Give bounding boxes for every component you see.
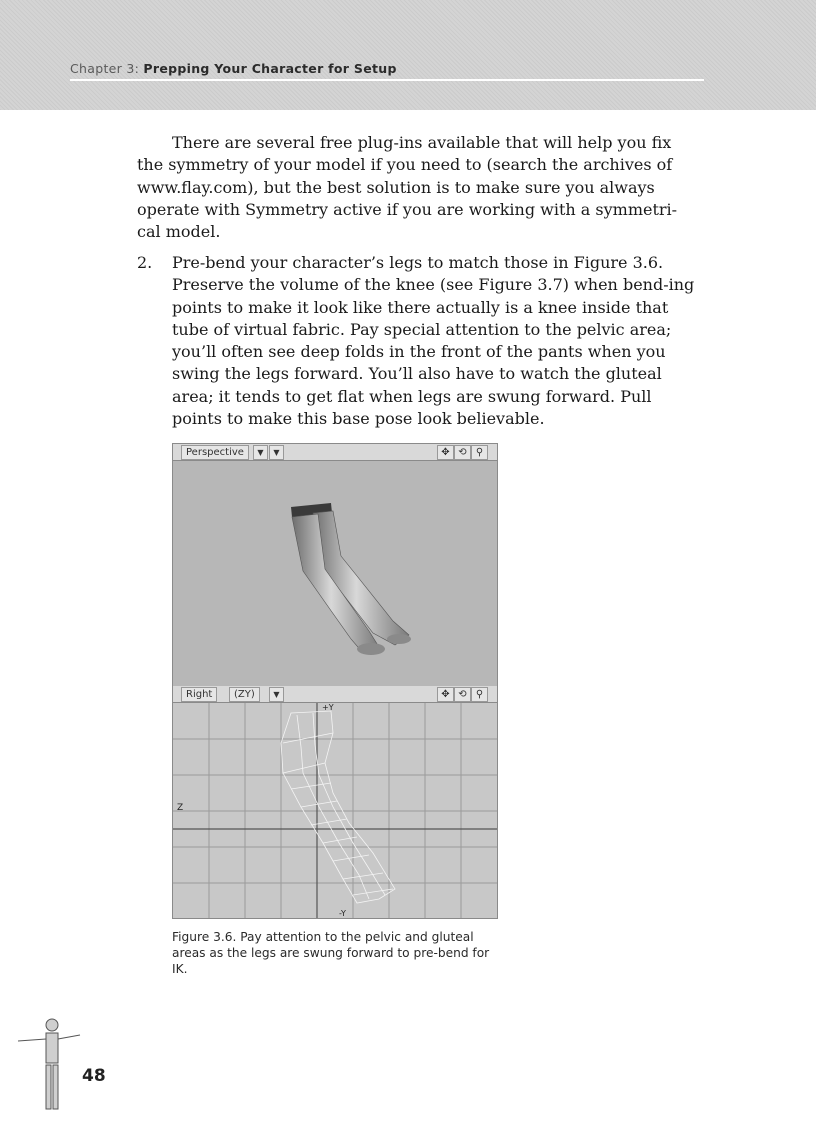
- list-item-number: 2.: [137, 253, 153, 272]
- axis-label-minus-y: -Y: [339, 909, 346, 918]
- header-rule: [70, 79, 704, 81]
- view-type-menu[interactable]: Right: [181, 687, 217, 702]
- chapter-title: Prepping Your Character for Setup: [143, 61, 397, 76]
- skeleton-character-icon: [16, 1015, 82, 1115]
- zoom-icon[interactable]: ⚲: [471, 687, 488, 702]
- page-number: 48: [82, 1066, 106, 1086]
- rotate-icon[interactable]: ⟲: [454, 445, 471, 460]
- pants-model-wireframe: [173, 703, 498, 919]
- axis-label-plus-y: +Y: [322, 703, 334, 712]
- axis-label-z: Z: [177, 803, 184, 813]
- list-item: [137, 252, 697, 430]
- perspective-viewport-toolbar: [173, 444, 497, 461]
- axes-menu[interactable]: (ZY): [229, 687, 260, 702]
- move-icon[interactable]: ✥: [437, 687, 454, 702]
- view-type-dropdown-icon[interactable]: ▼: [253, 445, 268, 460]
- list-item-text: Pre-bend your character’s legs to match those in Figure 3.6. Preserve the volume of the knee (see Figure 3.7) when bend-ing points to make it look like there actually is a knee inside that tube of virtual fabric. Pay special attention to the pelvic area; you’ll often see deep folds in the front of the pants when you swing the legs forward. You’ll also have to watch the gluteal area; it tends to get flat when legs are swung forward. Pull points to make this base pose look believable.: [172, 253, 695, 429]
- right-viewport-toolbar: [173, 686, 497, 703]
- pants-model-shaded: [173, 461, 498, 686]
- move-icon[interactable]: ✥: [437, 445, 454, 460]
- right-viewport[interactable]: [173, 703, 497, 919]
- rotate-icon[interactable]: ⟲: [454, 687, 471, 702]
- render-mode-dropdown-icon[interactable]: ▼: [269, 687, 284, 702]
- chapter-label: Chapter 3:: [70, 61, 140, 76]
- running-head: [70, 61, 397, 76]
- perspective-viewport[interactable]: [173, 461, 497, 686]
- view-type-menu[interactable]: Perspective: [181, 445, 249, 460]
- zoom-icon[interactable]: ⚲: [471, 445, 488, 460]
- figure-3-6-screenshot: [172, 443, 498, 919]
- figure-caption: Figure 3.6. Pay attention to the pelvic and gluteal areas as the legs are swung forward to pre-bend for IK.: [172, 930, 490, 976]
- page-header-band: [0, 0, 816, 110]
- render-mode-dropdown-icon[interactable]: ▼: [269, 445, 284, 460]
- body-paragraph: There are several free plug-ins available that will help you fix the symmetry of your model if you need to (search the archives of www.flay.com), but the best solution is to make sure you always operate with Symmetry active if you are working with a symmetri-cal model.: [137, 133, 678, 242]
